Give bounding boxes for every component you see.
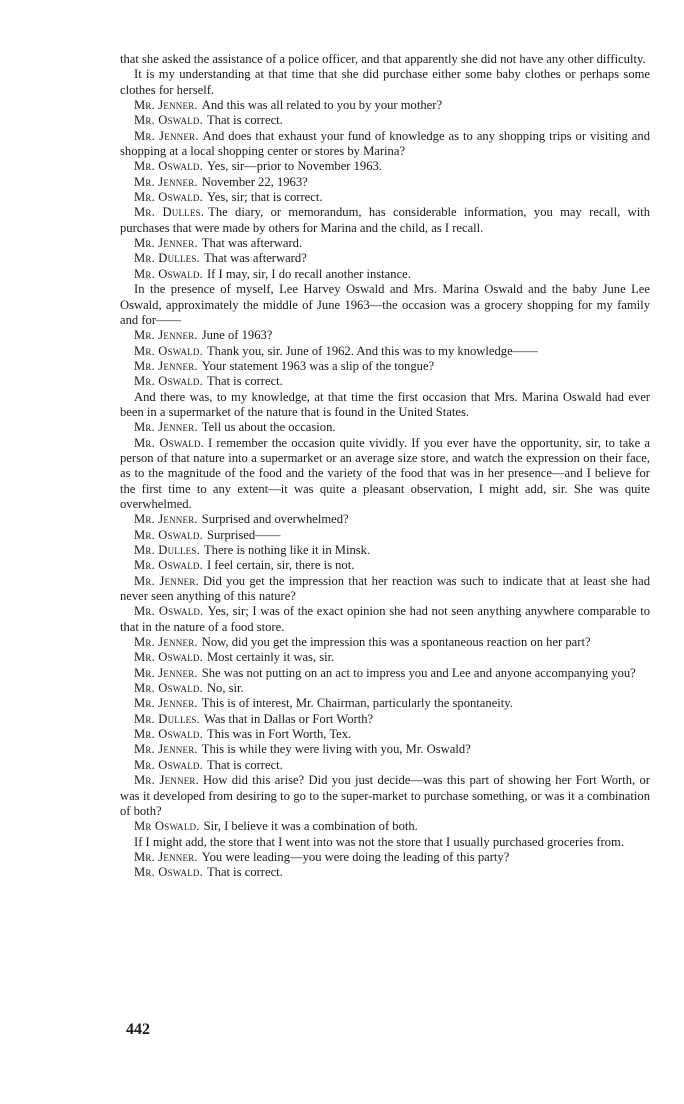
paragraph-text: It is my understanding at that time that she did purchase either some baby clothes or perhaps some clothes for herself. (120, 67, 650, 97)
speaker-label: Mr. Oswald. (134, 527, 203, 542)
paragraph-text: That is correct. (206, 113, 283, 128)
transcript-paragraph (120, 436, 650, 513)
transcript-paragraph (120, 236, 650, 251)
transcript-paragraph (120, 681, 650, 696)
transcript-paragraph (120, 512, 650, 527)
paragraph-text: Surprised and overwhelmed? (201, 512, 349, 527)
paragraph-text: No, sir. (206, 681, 244, 696)
paragraph-text: She was not putting on an act to impress you and Lee and anyone accompanying you? (201, 665, 636, 680)
transcript-paragraph (120, 758, 650, 773)
paragraph-text: Yes, sir—prior to November 1963. (206, 159, 382, 174)
transcript-paragraph (120, 696, 650, 711)
transcript-paragraph (120, 390, 650, 421)
paragraph-text: Tell us about the occasion. (201, 420, 336, 435)
paragraph-text: This is while they were living with you, Mr. Oswald? (201, 742, 471, 757)
transcript-paragraph (120, 543, 650, 558)
transcript-paragraph (120, 190, 650, 205)
speaker-label: Mr. Jenner. (134, 358, 198, 373)
paragraph-text: Most certainly it was, sir. (206, 650, 335, 665)
transcript-paragraph (120, 604, 650, 635)
paragraph-text: There is nothing like it in Minsk. (203, 543, 371, 557)
speaker-label: Mr. Jenner. (134, 236, 198, 251)
transcript-paragraph (120, 67, 650, 98)
speaker-label: Mr. Dulles. (134, 543, 200, 557)
speaker-label: Mr. Jenner. (134, 742, 198, 757)
transcript-paragraph (120, 727, 650, 742)
speaker-label: Mr. Jenner. (134, 420, 198, 435)
page-number: 442 (126, 1021, 150, 1038)
paragraph-text: Did you get the impression that her reaction was such to indicate that at least she had never seen anything of this nature? (120, 573, 650, 604)
paragraph-text: Now, did you get the impression this was a spontaneous reaction on her part? (201, 635, 591, 650)
speaker-label: Mr. Oswald. (134, 159, 203, 174)
speaker-label: Mr. Oswald. (134, 604, 204, 619)
speaker-label: Mr. Oswald. (134, 374, 203, 389)
transcript-paragraph (120, 635, 650, 650)
paragraph-text: The diary, or memorandum, has considerable information, you may recall, with purchases that were made by others for Marina and the child, as I recall. (120, 205, 650, 235)
speaker-label: Mr. Oswald. (134, 681, 203, 696)
paragraph-text: Your statement 1963 was a slip of the tongue? (201, 358, 435, 373)
speaker-label: Mr. Dulles. (134, 711, 200, 726)
paragraph-text: And this was all related to you by your mother? (201, 98, 443, 113)
speaker-label: Mr. Oswald. (134, 343, 203, 358)
paragraph-text: That was afterward. (201, 236, 303, 251)
paragraph-text: Yes, sir; I was of the exact opinion she had not seen anything anywhere comparable to that in the nature of a food store. (120, 604, 650, 634)
speaker-label: Mr. Jenner. (134, 328, 198, 343)
speaker-label: Mr. Jenner. (134, 512, 198, 527)
transcript-paragraph (120, 267, 650, 282)
transcript-paragraph (120, 850, 650, 865)
transcript-paragraph (120, 113, 650, 128)
transcript-body (120, 52, 650, 881)
transcript-paragraph (120, 420, 650, 435)
transcript-paragraph (120, 129, 650, 160)
transcript-paragraph (120, 374, 650, 389)
speaker-label: Mr. Oswald. (134, 650, 203, 665)
paragraph-text: That is correct. (206, 865, 283, 880)
speaker-label: Mr. Oswald. (134, 865, 203, 880)
transcript-paragraph (120, 52, 650, 67)
transcript-paragraph (120, 819, 650, 834)
speaker-label: Mr. Jenner. (134, 98, 198, 113)
transcript-paragraph (120, 282, 650, 328)
transcript-paragraph (120, 344, 650, 359)
transcript-paragraph (120, 328, 650, 343)
speaker-label: Mr. Jenner. (134, 573, 199, 588)
transcript-paragraph (120, 712, 650, 727)
transcript-paragraph (120, 574, 650, 605)
speaker-label: Mr. Jenner. (134, 849, 198, 864)
paragraph-text: Surprised—— (206, 527, 281, 542)
paragraph-text: And does that exhaust your fund of knowledge as to any shopping trips or visiting and shopping at a local shopping center or stores by Marina? (120, 128, 650, 159)
speaker-label: Mr. Oswald. (134, 190, 203, 205)
paragraph-text: In the presence of myself, Lee Harvey Oswald and Mrs. Marina Oswald and the baby June Lee Oswald, approximately the middle of June 1963—the occasion was a grocery shopping for my family and for—— (120, 282, 650, 327)
paragraph-text: That was afterward? (203, 251, 307, 266)
speaker-label: Mr. Dulles. (134, 251, 200, 266)
paragraph-text: That is correct. (206, 757, 283, 772)
transcript-paragraph (120, 835, 650, 850)
transcript-paragraph (120, 865, 650, 880)
speaker-label: Mr. Dulles. (134, 205, 205, 220)
transcript-paragraph (120, 159, 650, 174)
paragraph-text: November 22, 1963? (201, 174, 308, 189)
transcript-paragraph (120, 558, 650, 573)
paragraph-text: This is of interest, Mr. Chairman, particularly the spontaneity. (201, 696, 513, 711)
paragraph-text: Sir, I believe it was a combination of both. (203, 819, 418, 834)
paragraph-text: Thank you, sir. June of 1962. And this was to my knowledge—— (206, 343, 538, 358)
transcript-paragraph (120, 205, 650, 236)
speaker-label: Mr. Jenner. (134, 635, 198, 650)
paragraph-text: I feel certain, sir, there is not. (206, 558, 355, 573)
speaker-label: Mr. Oswald. (134, 113, 203, 128)
transcript-paragraph (120, 98, 650, 113)
transcript-paragraph (120, 742, 650, 757)
transcript-paragraph (120, 251, 650, 266)
speaker-label: Mr. Oswald. (134, 435, 205, 450)
transcript-paragraph (120, 359, 650, 374)
paragraph-text: If I might add, the store that I went into was not the store that I usually purchased groceries from. (134, 834, 624, 849)
paragraph-text: You were leading—you were doing the leading of this party? (201, 849, 510, 864)
paragraph-text: June of 1963? (201, 328, 273, 343)
speaker-label: Mr. Oswald. (134, 727, 203, 742)
paragraph-text: This was in Fort Worth, Tex. (206, 727, 352, 742)
transcript-paragraph (120, 666, 650, 681)
paragraph-text: I remember the occasion quite vividly. If you ever have the opportunity, sir, to take a person of that nature into a supermarket or an average size store, and watch the expression on their face, as to the magnitude of the food and the variety of the food that was in her presence—and I believe for the first time to any extent—it was quite a pleasant observation, I might add, sir. She was quite overwhelmed. (120, 435, 650, 511)
transcript-paragraph (120, 528, 650, 543)
paragraph-text: that she asked the assistance of a police officer, and that apparently she did not have any other difficulty. (120, 52, 646, 66)
transcript-paragraph (120, 175, 650, 190)
speaker-label: Mr. Oswald. (134, 558, 203, 573)
speaker-label: Mr Oswald. (134, 819, 200, 834)
speaker-label: Mr. Oswald. (134, 266, 203, 281)
transcript-paragraph (120, 650, 650, 665)
paragraph-text: And there was, to my knowledge, at that time the first occasion that Mrs. Marina Oswald had ever been in a supermarket of the nature that is found in the United States. (120, 389, 650, 419)
speaker-label: Mr. Jenner. (134, 773, 199, 788)
speaker-label: Mr. Jenner. (134, 696, 198, 711)
transcript-paragraph (120, 773, 650, 819)
paragraph-text: Was that in Dallas or Fort Worth? (203, 711, 374, 726)
paragraph-text: How did this arise? Did you just decide—was this part of showing her Fort Worth, or was it developed from desiring to go to the super-market to purchase something, or was it a combination of both? (120, 773, 650, 818)
speaker-label: Mr. Jenner. (134, 665, 198, 680)
speaker-label: Mr. Jenner. (134, 128, 199, 143)
paragraph-text: That is correct. (206, 374, 283, 389)
transcript-page (120, 52, 650, 881)
paragraph-text: Yes, sir; that is correct. (206, 190, 323, 205)
speaker-label: Mr. Oswald. (134, 757, 203, 772)
paragraph-text: If I may, sir, I do recall another instance. (206, 266, 411, 281)
speaker-label: Mr. Jenner. (134, 174, 198, 189)
